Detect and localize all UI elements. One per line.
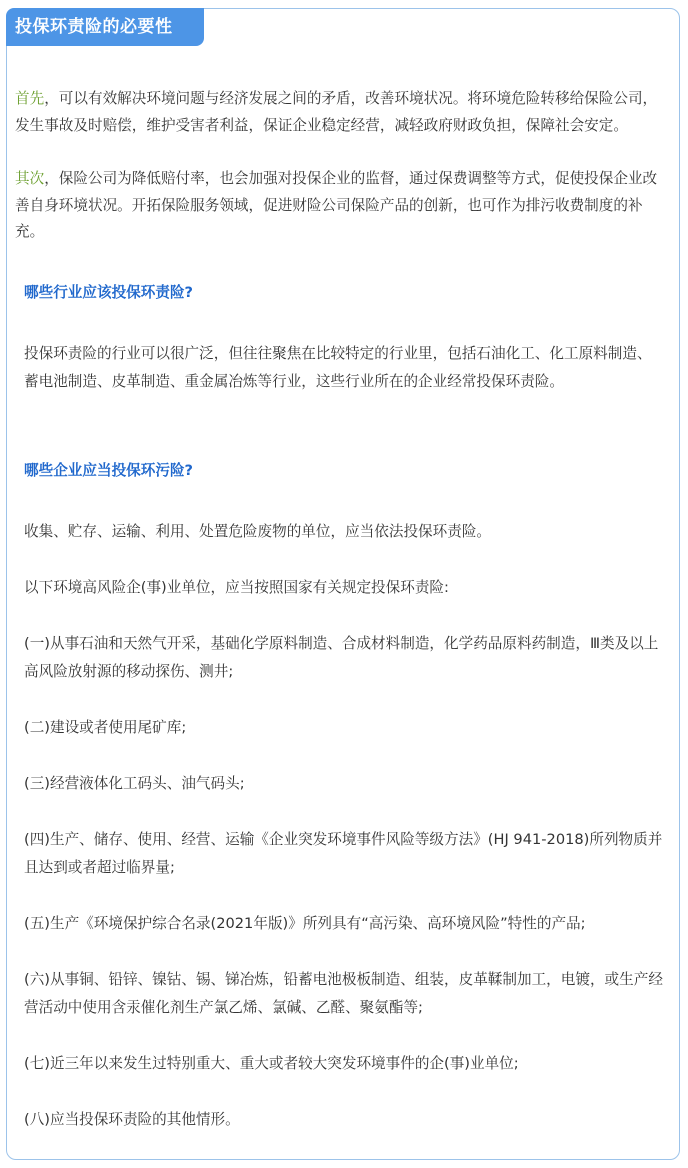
section1-body: 投保环责险的行业可以很广泛，但往往聚焦在比较特定的行业里，包括石油化工、化工原料制造、蓄电池制造、皮革制造、重金属冶炼等行业，这些行业所在的企业经常投保环责险。 <box>24 345 652 390</box>
list-item: (五)生产《环境保护综合名录(2021年版)》所列具有“高污染、高环境风险”特性的产品; <box>24 915 586 932</box>
section2-paragraph-2: 以下环境高风险企(事)业单位，应当按照国家有关规定投保环责险: <box>24 579 449 596</box>
list-item: (二)建设或者使用尾矿库; <box>24 719 187 736</box>
list-item: (一)从事石油和天然气开采，基础化学原料制造、合成材料制造，化学药品原料药制造，Ⅲ类及以上高风险放射源的移动探伤、测井; <box>24 635 659 680</box>
list-item: (八)应当投保环责险的其他情形。 <box>24 1111 240 1128</box>
list-item: (七)近三年以来发生过特别重大、重大或者较大突发环境事件的企(事)业单位; <box>24 1055 519 1072</box>
list-item: (六)从事铜、铅锌、镍钴、锡、锑冶炼，铅蓄电池极板制造、组装，皮革鞣制加工，电镀，或生产经营活动中使用含汞催化剂生产氯乙烯、氯碱、乙醛、聚氨酯等; <box>24 971 663 1016</box>
page-title: 投保环责险的必要性 <box>6 8 204 46</box>
list-item: (三)经营液体化工码头、油气码头; <box>24 775 245 792</box>
intro-first-paragraph <box>15 86 670 139</box>
section1-heading: 哪些行业应该投保环责险? <box>24 284 193 301</box>
second-text: ，保险公司为降低赔付率，也会加强对投保企业的监督，通过保费调整等方式，促使投保企业改善自身环境状况。开拓保险服务领域，促进财险公司保险产品的创新，也可作为排污收费制度的补充。 <box>15 170 658 240</box>
section2-paragraph-1: 收集、贮存、运输、利用、处置危险废物的单位，应当依法投保环责险。 <box>24 523 492 540</box>
first-text: ，可以有效解决环境问题与经济发展之间的矛盾，改善环境状况。将环境危险转移给保险公司，发生事故及时赔偿，维护受害者利益，保证企业稳定经营，减轻政府财政负担，保障社会安定。 <box>15 90 658 134</box>
second-lead: 其次 <box>15 170 45 187</box>
list-item: (四)生产、储存、使用、经营、运输《企业突发环境事件风险等级方法》(HJ 941-2018)所列物质并且达到或者超过临界量; <box>24 831 663 876</box>
intro-second-paragraph <box>15 166 670 246</box>
first-lead: 首先 <box>15 90 45 107</box>
section2-heading: 哪些企业应当投保环污险? <box>24 462 193 479</box>
